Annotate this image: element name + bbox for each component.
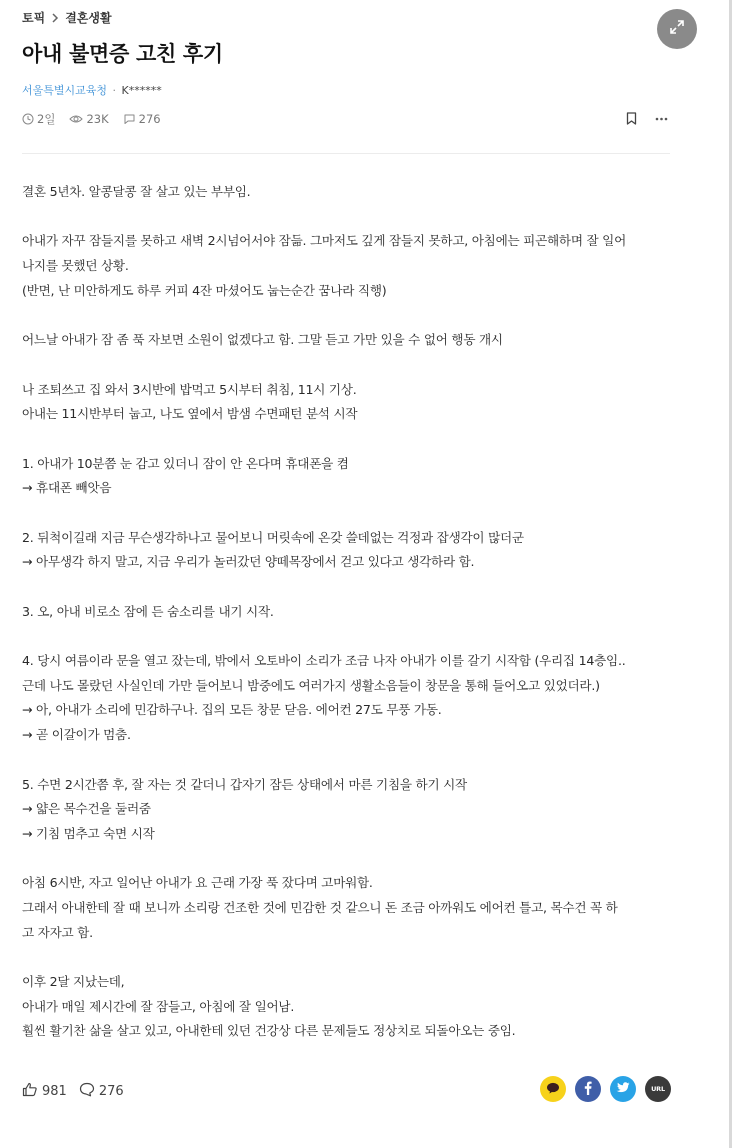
stat-time xyxy=(22,111,55,127)
comment-count: 276 xyxy=(138,112,161,126)
content-line: 2. 뒤척이길래 지금 무슨생각하나고 물어보니 머릿속에 온갖 쓸데없는 걱정과 잡생각이 많더군 xyxy=(22,529,524,545)
thumbs-up-icon xyxy=(22,1082,38,1101)
author-line xyxy=(22,82,162,98)
content-line: 나지를 못했던 상황. xyxy=(22,258,129,274)
blank-line xyxy=(22,624,682,649)
blank-line xyxy=(22,427,682,452)
author-nickname[interactable]: K****** xyxy=(121,84,162,97)
content-line: → 휴대폰 빼앗음 xyxy=(22,480,112,496)
content-line: → 얇은 목수건을 둘러줌 xyxy=(22,801,151,817)
expand-icon xyxy=(668,18,686,40)
blank-line xyxy=(22,205,682,230)
content-line: 결혼 5년차. 알콩달콩 잘 살고 있는 부부임. xyxy=(22,184,251,199)
comment-icon xyxy=(123,113,136,125)
author-separator: · xyxy=(112,84,117,97)
post-stats xyxy=(22,111,161,127)
content-line: 이후 2달 지났는데, xyxy=(22,974,125,989)
content-line: 근데 나도 몰랐던 사실인데 가만 들어보니 밤중에도 여러가지 생활소음들이 창문을 통해 들어오고 있었더라.) xyxy=(22,677,600,693)
content-line: 1. 아내가 10분쯤 눈 감고 있더니 잠이 안 온다며 휴대폰을 켬 xyxy=(22,455,349,471)
chevron-right-icon xyxy=(51,13,59,23)
footer-comment-count: 276 xyxy=(98,1084,124,1099)
post-actions xyxy=(626,112,668,125)
facebook-share-button[interactable] xyxy=(575,1076,601,1102)
content-line: 5. 수면 2시간쯤 후, 잘 자는 것 같더니 갑자기 잠든 상태에서 마른 기침을 하기 시작 xyxy=(22,776,467,792)
expand-button[interactable] xyxy=(657,9,697,49)
content-line: 아내는 11시반부터 눕고, 나도 옆에서 밤샘 수면패턴 분석 시작 xyxy=(22,406,358,422)
content-line: 아내가 자꾸 잠들지를 못하고 새벽 2시넘어서야 잠듦. 그마저도 깊게 잠들지 못하고, 아침에는 피곤해하며 잘 일어 xyxy=(22,233,627,249)
like-count: 981 xyxy=(42,1084,67,1099)
eye-icon xyxy=(69,113,83,125)
content-line: 4. 당시 여름이라 문을 열고 잤는데, 밖에서 오토바이 소리가 조금 나자 아내가 이를 갈기 시작함 (우리집 14층임.. xyxy=(22,653,626,669)
company-link[interactable]: 서울특별시교육청 xyxy=(22,84,108,97)
post-title: 아내 불면증 고친 후기 xyxy=(22,42,223,66)
content-line: → 아, 아내가 소리에 민감하구나. 집의 모든 창문 닫음. 에어컨 27도 무풍 가동. xyxy=(22,702,442,718)
like-button[interactable] xyxy=(22,1082,67,1101)
content-line: → 곧 이갈이가 멈춤. xyxy=(22,727,131,743)
facebook-icon xyxy=(584,1081,592,1097)
blank-line xyxy=(22,575,682,600)
content-line: → 기침 멈추고 숙면 시작 xyxy=(22,825,155,841)
twitter-share-button[interactable] xyxy=(610,1076,636,1102)
content-line: 그래서 아내한테 잘 때 보니까 소리랑 건조한 것에 민감한 것 같으니 돈 조금 아까워도 에어컨 틀고, 목수건 꼭 하 xyxy=(22,899,618,915)
content-line: (반면, 난 미안하게도 하루 커피 4잔 마셨어도 눕는순간 꿈나라 직행) xyxy=(22,282,387,298)
share-buttons xyxy=(540,1076,671,1102)
view-count: 23K xyxy=(86,112,109,126)
content-line: 어느날 아내가 잠 좀 푹 자보면 소원이 없겠다고 함. 그말 듣고 가만 있을 수 없어 행동 개시 xyxy=(22,332,503,348)
url-label: URL xyxy=(651,1085,665,1093)
post-content xyxy=(22,180,682,1044)
stat-comments xyxy=(123,112,161,126)
content-line: 3. 오, 아내 비로소 잠에 든 숨소리를 내기 시작. xyxy=(22,603,274,619)
twitter-bird-icon xyxy=(616,1082,630,1096)
breadcrumb-topic[interactable]: 토픽 xyxy=(22,11,46,25)
content-line: 아내가 매일 제시간에 잘 잠들고, 아침에 잘 일어남. xyxy=(22,998,295,1014)
content-line: 아침 6시반, 자고 일어난 아내가 요 근래 가장 푹 잤다며 고마워함. xyxy=(22,875,373,891)
time-ago: 2일 xyxy=(37,112,56,126)
stat-views xyxy=(69,112,108,126)
url-share-button[interactable] xyxy=(645,1076,671,1102)
post-footer xyxy=(22,1082,124,1101)
kakao-share-button[interactable] xyxy=(540,1076,566,1102)
blank-line xyxy=(22,353,682,378)
content-line: 훨씬 활기찬 삶을 살고 있고, 아내한테 있던 건강상 다른 문제들도 정상치로 되돌아오는 중임. xyxy=(22,1023,516,1039)
content-line: 고 자자고 함. xyxy=(22,924,93,940)
breadcrumb-category[interactable]: 결혼생활 xyxy=(65,11,112,25)
kakao-icon xyxy=(546,1082,560,1096)
blank-line xyxy=(22,945,682,970)
content-line: → 아무생각 하지 말고, 지금 우리가 놀러갔던 양떼목장에서 걷고 있다고 생각하라 함. xyxy=(22,554,475,570)
more-options-icon[interactable] xyxy=(655,117,668,121)
clock-icon xyxy=(22,113,34,125)
comment-button[interactable] xyxy=(79,1082,124,1101)
content-line: 나 조퇴쓰고 집 와서 3시반에 밥먹고 5시부터 취침, 11시 기상. xyxy=(22,381,357,397)
header-divider xyxy=(22,153,670,154)
breadcrumb xyxy=(22,9,112,26)
blank-line xyxy=(22,501,682,526)
comment-icon xyxy=(79,1082,95,1101)
bookmark-icon[interactable] xyxy=(626,112,637,125)
blank-line xyxy=(22,303,682,328)
blank-line xyxy=(22,748,682,773)
blank-line xyxy=(22,847,682,872)
